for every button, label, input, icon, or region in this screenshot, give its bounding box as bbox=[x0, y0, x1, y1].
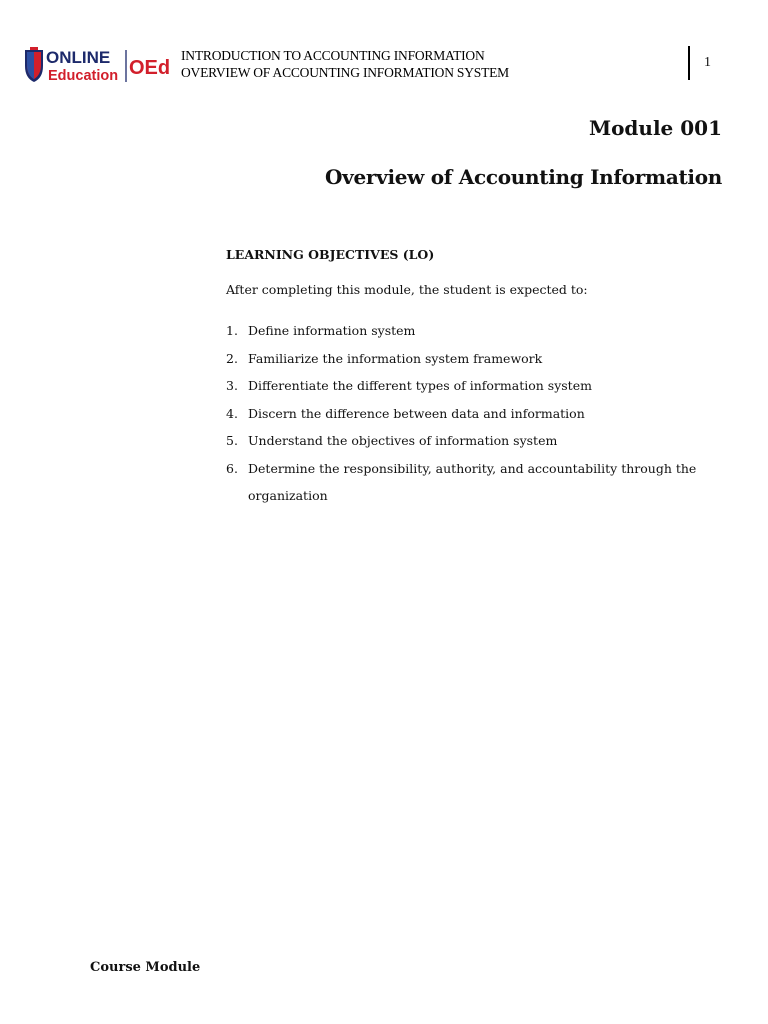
objectives-list bbox=[226, 317, 726, 510]
list-item-number: 6. bbox=[226, 460, 238, 476]
logo-mark-oed: OEd bbox=[129, 57, 171, 79]
list-item-text: Understand the objectives of information system bbox=[248, 433, 558, 448]
list-item-text: Discern the difference between data and information bbox=[248, 405, 585, 421]
running-header bbox=[181, 47, 509, 81]
module-number: Module 001 bbox=[588, 116, 722, 140]
logo-word-online: ONLINE bbox=[46, 48, 111, 67]
objectives-heading: LEARNING OBJECTIVES (LO) bbox=[226, 247, 435, 262]
list-item bbox=[226, 427, 726, 455]
header-divider bbox=[688, 46, 690, 80]
list-item-text: Differentiate the different types of information system bbox=[248, 378, 592, 393]
list-item bbox=[226, 345, 726, 373]
list-item-number: 1. bbox=[226, 323, 238, 338]
header-module-title: OVERVIEW OF ACCOUNTING INFORMATION SYSTEM bbox=[181, 65, 509, 80]
list-item-text: Familiarize the information system framework bbox=[248, 350, 543, 366]
list-item-text: Determine the responsibility, authority, and accountability through the organization bbox=[248, 460, 697, 503]
list-item-number: 3. bbox=[226, 378, 238, 393]
list-item bbox=[226, 400, 726, 428]
objectives-intro: After completing this module, the student is expected to: bbox=[226, 282, 588, 297]
list-item-number: 5. bbox=[226, 433, 238, 448]
online-education-logo bbox=[22, 44, 174, 86]
list-item-text: Define information system bbox=[248, 323, 416, 338]
list-item bbox=[226, 317, 726, 345]
list-item bbox=[226, 372, 726, 400]
footer-course-module: Course Module bbox=[90, 960, 201, 975]
logo-word-education: Education bbox=[48, 68, 119, 84]
list-item-number: 2. bbox=[226, 350, 238, 366]
page-number: 1 bbox=[704, 55, 711, 70]
header-course-title: INTRODUCTION TO ACCOUNTING INFORMATION bbox=[181, 48, 485, 63]
list-item bbox=[226, 455, 726, 510]
page-title: Overview of Accounting Information bbox=[325, 165, 722, 189]
list-item-number: 4. bbox=[226, 405, 238, 421]
